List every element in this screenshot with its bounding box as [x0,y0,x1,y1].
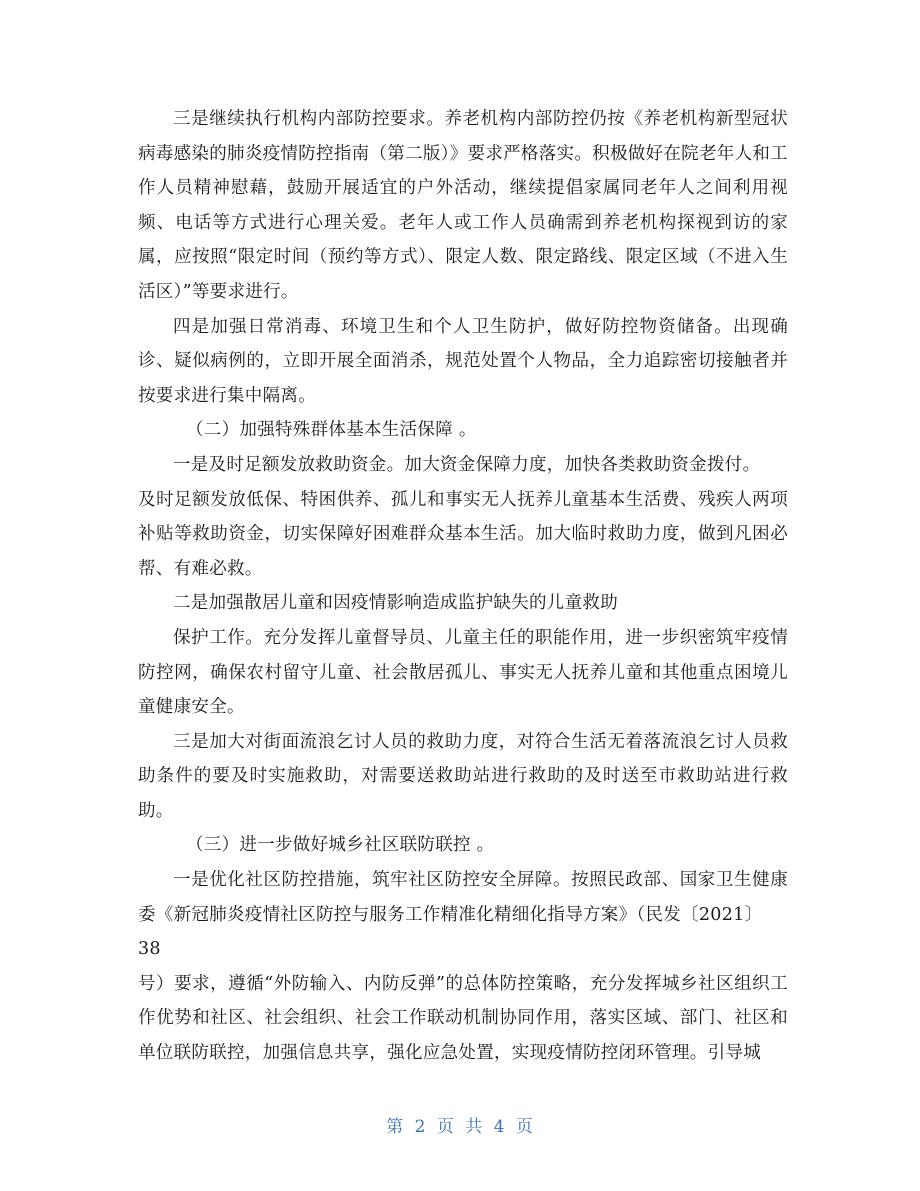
paragraph-relief-funds: 一是及时足额发放救助资金。加大资金保障力度，加快各类救助资金拨付。 [173,454,761,475]
paragraph-children-protection: 保护工作。充分发挥儿童督导员、儿童主任的职能作用，进一步织密筑牢疫情防控网，确保农村留守儿童、社会散居孤儿、事实无人抚养儿童和其他重点困境儿童健康安全。 [138,627,788,718]
footer-ye: 页 [436,1117,455,1137]
paragraph-disinfection: 四是加强日常消毒、环境卫生和个人卫生防护，做好防控物资储备。出现确诊、疑似病例的，立即开展全面消杀，规范处置个人物品，全力追踪密切接触者并按要求进行集中隔离。 [138,316,788,406]
paragraph-doc-number: 38 [138,939,161,960]
footer-ye-end: 页 [515,1117,534,1137]
paragraph-relief-funds-continued: 及时足额发放低保、特困供养、孤儿和事实无人抚养儿童基本生活费、残疾人两项补贴等救助资金，切实保障好困难群众基本生活。加大临时救助力度，做到凡困必帮、有难必救。 [138,489,788,579]
paragraph-children-rescue: 二是加强散居儿童和因疫情影响造成监护缺失的儿童救助 [173,593,618,614]
footer-gong: 共 [465,1117,484,1137]
footer-total-pages: 4 [493,1117,506,1137]
footer-di: 第 [386,1117,405,1137]
section-heading-community-control: （三）进一步做好城乡社区联防联控 。 [186,835,495,856]
footer-page-number: 2 [414,1117,427,1137]
paragraph-vagrants: 三是加大对街面流浪乞讨人员的救助力度，对符合生活无着落流浪乞讨人员救助条件的要及时实施救助，对需要送救助站进行救助的及时送至市救助站进行救助。 [138,731,788,821]
document-body [138,102,788,1071]
section-heading-special-groups: （二）加强特殊群体基本生活保障 。 [186,420,477,441]
paragraph-elderly-internal-control: 三是继续执行机构内部防控要求。养老机构内部防控仍按《养老机构新型冠状病毒感染的肺炎疫情防控指南（第二版）》要求严格落实。积极做好在院老年人和工作人员精神慰藉，鼓励开展适宜的户外活动，继续提倡家属同老年人之间利用视频、电话等方式进行心理关爱。老年人或工作人员确需到养老机构探视到访的家属，应按照“限定时间（预约等方式）、限定人数、限定路线、限定区域（不进入生活区）”等要求进行。 [138,109,788,302]
paragraph-community-measures: 一是优化社区防控措施，筑牢社区防控安全屏障。按照民政部、国家卫生健康委《新冠肺炎疫情社区防控与服务工作精准化精细化指导方案》（民发〔2021〕 [138,870,788,925]
page-footer [0,1112,920,1137]
paragraph-community-measures-continued: 号）要求，遵循“外防输入、内防反弹”的总体防控策略，充分发挥城乡社区组织工作优势和社区、社会组织、社会工作联动机制协同作用，落实区域、部门、社区和单位联防联控，加强信息共享，强化应急处置，实现疫情防控闭环管理。引导城 [138,973,788,1064]
